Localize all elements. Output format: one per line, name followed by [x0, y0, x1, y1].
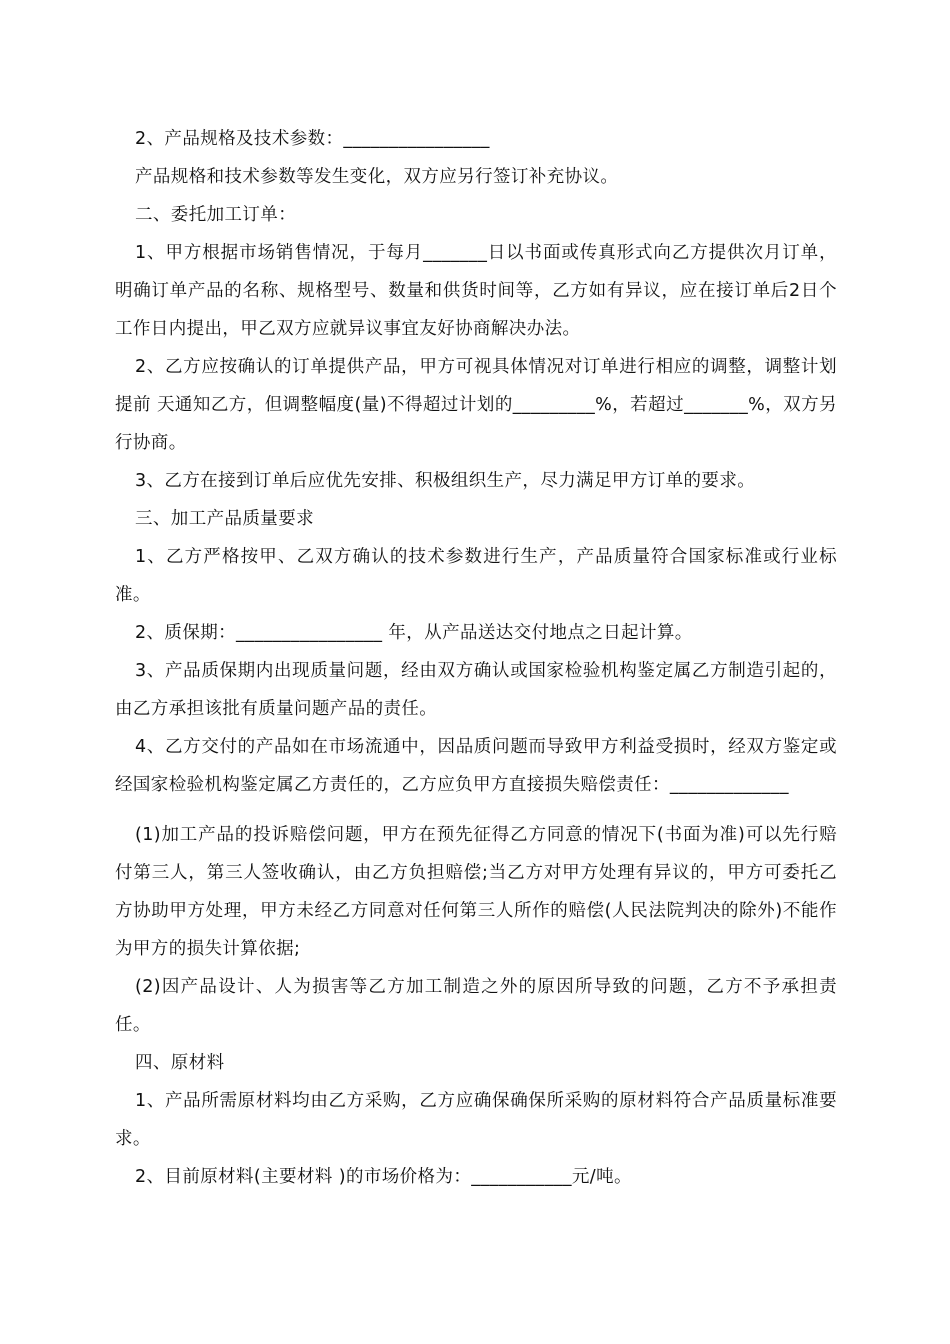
section-heading-orders: 二、委托加工订单： — [135, 205, 297, 225]
clause-warranty-defects: 3、产品质保期内出现质量问题，经由双方确认或国家检验机构鉴定属乙方制造引起的，由乙方承担该批有质量问题产品的责任。 — [115, 661, 837, 719]
clause-order-adjustment: 2、乙方应按确认的订单提供产品，甲方可视具体情况对订单进行相应的调整，调整计划提前 天通知乙方，但调整幅度(量)不得超过计划的_________%，若超过_______%，双方另行协商。 — [115, 357, 837, 453]
subclause-external-causes: (2)因产品设计、人为损害等乙方加工制造之外的原因所导致的问题，乙方不予承担责任。 — [115, 977, 837, 1035]
subclause-complaint-compensation: (1)加工产品的投诉赔偿问题，甲方在预先征得乙方同意的情况下(书面为准)可以先行赔付第三人，第三人签收确认，由乙方负担赔偿;当乙方对甲方处理有异议的，甲方可委托乙方协助甲方处理，甲方未经乙方同意对任何第三人所作的赔偿(人民法院判决的除外)不能作为甲方的损失计算依据; — [115, 825, 837, 959]
clause-loss-compensation: 4、乙方交付的产品如在市场流通中，因品质问题而导致甲方利益受损时，经双方鉴定或经国家检验机构鉴定属乙方责任的，乙方应负甲方直接损失赔偿责任：_____________ — [115, 737, 837, 795]
clause-spec-params: 2、产品规格及技术参数：________________ — [135, 129, 490, 149]
clause-quality-standard: 1、乙方严格按甲、乙双方确认的技术参数进行生产，产品质量符合国家标准或行业标准。 — [115, 547, 837, 605]
clause-order-priority: 3、乙方在接到订单后应优先安排、积极组织生产，尽力满足甲方订单的要求。 — [135, 471, 756, 491]
document-body — [115, 120, 837, 1196]
section-heading-materials: 四、原材料 — [135, 1053, 225, 1073]
section-heading-quality: 三、加工产品质量要求 — [135, 509, 314, 529]
clause-material-procurement: 1、产品所需原材料均由乙方采购，乙方应确保确保所采购的原材料符合产品质量标准要求。 — [115, 1091, 837, 1149]
clause-material-price: 2、目前原材料(主要材料 )的市场价格为：___________元/吨。 — [135, 1167, 632, 1187]
clause-warranty-period: 2、质保期：________________ 年，从产品送达交付地点之日起计算。 — [135, 623, 693, 643]
clause-order-monthly: 1、甲方根据市场销售情况，于每月_______日以书面或传真形式向乙方提供次月订单，明确订单产品的名称、规格型号、数量和供货时间等，乙方如有异议，应在接订单后2日个工作日内提出，甲乙双方应就异议事宜友好协商解决办法。 — [115, 243, 837, 339]
clause-spec-change-note: 产品规格和技术参数等发生变化，双方应另行签订补充协议。 — [135, 167, 619, 187]
